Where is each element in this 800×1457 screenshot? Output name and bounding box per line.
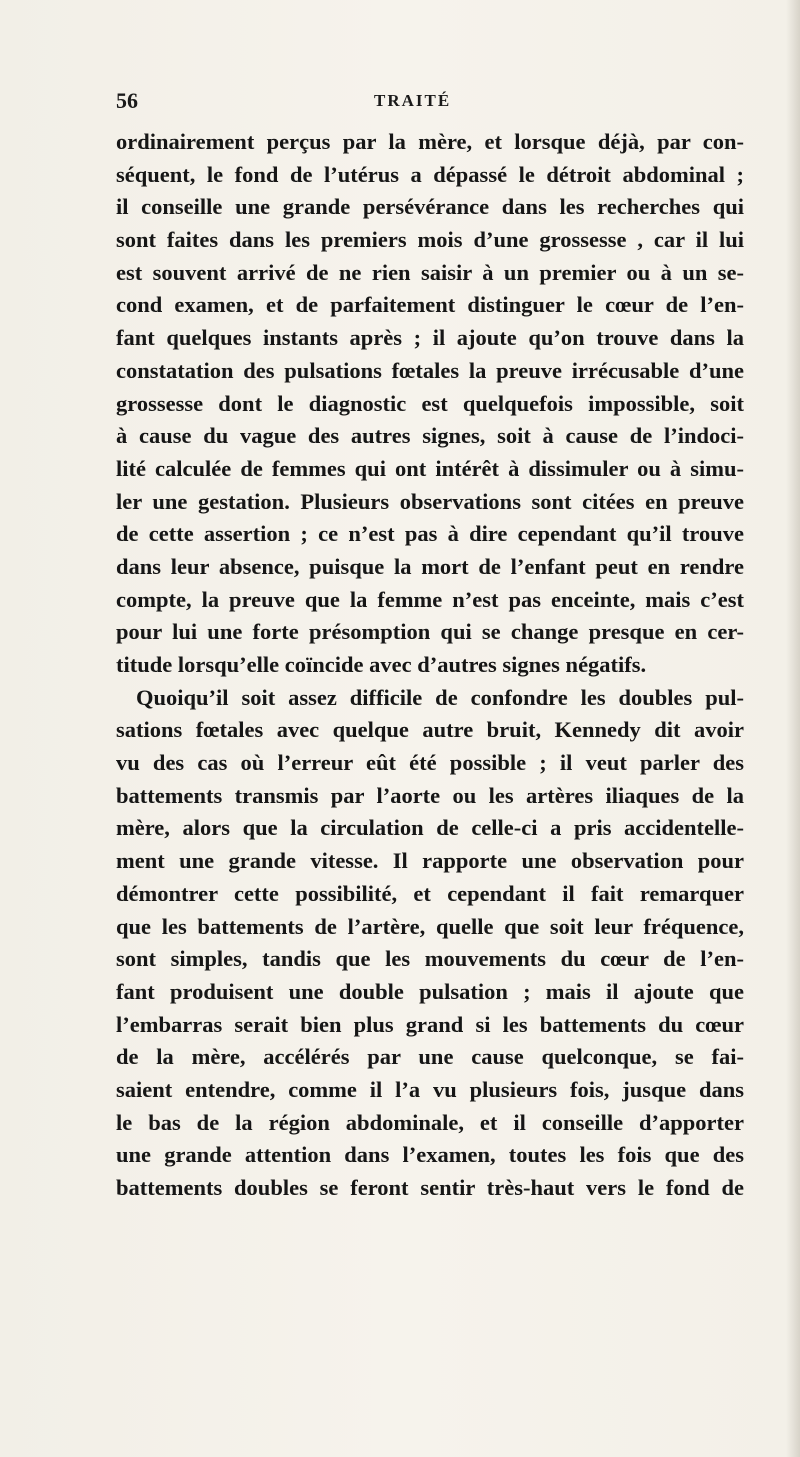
text-line: pour lui une forte présomption qui se change presque en cer- — [116, 619, 744, 645]
text-line: compte, la preuve que la femme n’est pas enceinte, mais c’est — [116, 586, 744, 612]
text-line: fant quelques instants après ; il ajoute qu’on trouve dans la — [116, 325, 744, 351]
page-edge-shadow — [786, 0, 800, 1457]
text-line: vu des cas où l’erreur eût été possible ; il veut parler des — [116, 750, 744, 776]
paragraph-end-line: titude lorsqu’elle coïncide avec d’autres signes négatifs. — [116, 652, 647, 677]
text-line: est souvent arrivé de ne rien saisir à un premier ou à un se- — [116, 259, 744, 285]
text-line: dans leur absence, puisque la mort de l’enfant peut en rendre — [116, 553, 744, 579]
text-line: à cause du vague des autres signes, soit à cause de l’indoci- — [116, 423, 744, 449]
text-line: ment une grande vitesse. Il rapporte une observation pour — [116, 848, 744, 874]
text-line: mère, alors que la circulation de celle-ci a pris accidentelle- — [116, 815, 744, 841]
text-line: sont simples, tandis que les mouvements du cœur de l’en- — [116, 946, 744, 972]
text-line: il conseille une grande persévérance dans les recherches qui — [116, 194, 744, 220]
text-line: battements transmis par l’aorte ou les artères iliaques de la — [116, 782, 744, 808]
text-line: le bas de la région abdominale, et il conseille d’apporter — [116, 1109, 744, 1135]
page-header — [116, 88, 736, 118]
text-line: de cette assertion ; ce n’est pas à dire cependant qu’il trouve — [116, 521, 744, 547]
text-line: sont faites dans les premiers mois d’une grossesse , car il lui — [116, 227, 744, 253]
text-line: ler une gestation. Plusieurs observations sont citées en preuve — [116, 488, 744, 514]
running-head: TRAITÉ — [374, 91, 452, 110]
text-line: battements doubles se feront sentir très-haut vers le fond de — [116, 1175, 744, 1200]
text-line: saient entendre, comme il l’a vu plusieurs fois, jusque dans — [116, 1076, 744, 1102]
page-number: 56 — [116, 88, 138, 113]
text-line: sations fœtales avec quelque autre bruit, Kennedy dit avoir — [116, 717, 744, 743]
text-line: démontrer cette possibilité, et cependant il fait remarquer — [116, 880, 744, 906]
text-line: séquent, le fond de l’utérus a dépassé le détroit abdominal ; — [116, 161, 744, 187]
text-line: grossesse dont le diagnostic est quelquefois impossible, soit — [116, 390, 744, 416]
text-line: ordinairement perçus par la mère, et lorsque déjà, par con- — [116, 129, 744, 154]
paragraph-start-line: Quoiqu’il soit assez difficile de confondre les doubles pul- — [136, 684, 744, 710]
text-line: lité calculée de femmes qui ont intérêt à dissimuler ou à simu- — [116, 455, 744, 481]
text-line: que les battements de l’artère, quelle que soit leur fréquence, — [116, 913, 744, 939]
text-line: une grande attention dans l’examen, toutes les fois que des — [116, 1142, 744, 1168]
text-line: constatation des pulsations fœtales la preuve irrécusable d’une — [116, 357, 744, 383]
text-line: fant produisent une double pulsation ; mais il ajoute que — [116, 978, 744, 1004]
text-line: de la mère, accélérés par une cause quelconque, se fai- — [116, 1044, 744, 1070]
text-line: cond examen, et de parfaitement distinguer le cœur de l’en- — [116, 292, 744, 318]
text-line: l’embarras serait bien plus grand si les battements du cœur — [116, 1011, 744, 1037]
body-text — [116, 126, 744, 1205]
